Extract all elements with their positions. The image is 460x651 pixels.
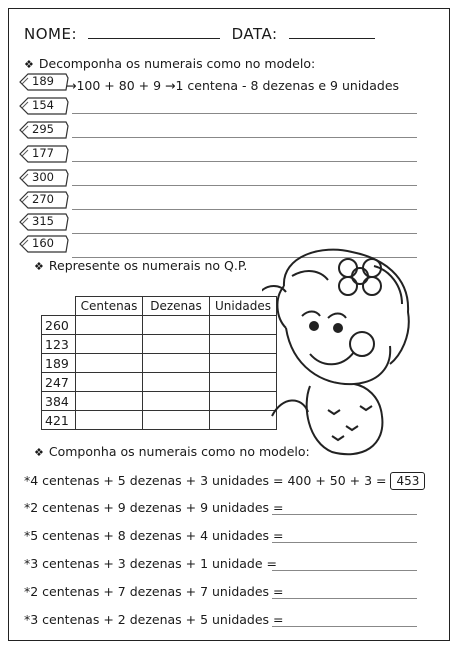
date-field[interactable] (289, 24, 375, 39)
section1-title-text: Decomponha os numerais como no modelo: (38, 56, 316, 71)
answer-line-compose-6[interactable] (272, 626, 417, 627)
column-unidades: Unidades (210, 297, 277, 316)
section2-title (34, 258, 247, 273)
number-tag-label: 160 (32, 236, 54, 250)
table-row: 421 (42, 411, 277, 430)
compose-item-4: *3 centenas + 3 dezenas + 1 unidade = (24, 556, 277, 571)
header (24, 24, 375, 43)
compose-item-1: *4 centenas + 5 dezenas + 3 unidades = 400 + 50 + 3 = 453 (24, 472, 425, 490)
number-tag-label: 154 (32, 98, 54, 112)
section3-title (34, 444, 310, 459)
table-row: 123 (42, 335, 277, 354)
answer-line-300[interactable] (72, 185, 417, 186)
answer-line-compose-5[interactable] (272, 598, 417, 599)
number-tag-label: 189 (32, 74, 54, 88)
number-tag-189 (18, 72, 70, 92)
answer-line-compose-3[interactable] (272, 542, 417, 543)
model-decomposition: →100 + 80 + 9 →1 centena - 8 dezenas e 9 unidades (66, 78, 400, 93)
section2-title-text: Represente os numerais no Q.P. (48, 258, 248, 273)
compose-item-2: *2 centenas + 9 dezenas + 9 unidades = (24, 500, 284, 515)
diamond-bullet-icon: ❖ (34, 260, 44, 273)
section1-title (24, 56, 315, 71)
number-tag-label: 295 (32, 122, 54, 136)
table-row: 189 (42, 354, 277, 373)
number-tag-295 (18, 120, 70, 140)
answer-line-compose-4[interactable] (272, 570, 417, 571)
name-field[interactable] (88, 24, 220, 39)
diamond-bullet-icon: ❖ (24, 58, 34, 71)
answer-line-270[interactable] (72, 209, 417, 210)
compose-item-6: *3 centenas + 2 dezenas + 5 unidades = (24, 612, 284, 627)
answer-line-154[interactable] (72, 113, 417, 114)
column-dezenas: Dezenas (143, 297, 210, 316)
number-tag-label: 315 (32, 214, 54, 228)
number-tag-300 (18, 168, 70, 188)
number-tag-label: 177 (32, 146, 54, 160)
column-centenas: Centenas (76, 297, 143, 316)
compose-item-3: *5 centenas + 8 dezenas + 4 unidades = (24, 528, 284, 543)
section3-title-text: Componha os numerais como no modelo: (48, 444, 310, 459)
answer-line-177[interactable] (72, 161, 417, 162)
girl-illustration (262, 246, 422, 456)
compose-item-5: *2 centenas + 7 dezenas + 7 unidades = (24, 584, 284, 599)
number-tag-315 (18, 212, 70, 232)
table-row: 247 (42, 373, 277, 392)
number-tag-label: 270 (32, 192, 54, 206)
table-row: 260 (42, 316, 277, 335)
name-label: NOME: (24, 25, 78, 43)
answer-line-compose-2[interactable] (272, 514, 417, 515)
number-tag-154 (18, 96, 70, 116)
answer-line-315[interactable] (72, 233, 417, 234)
model-answer-box: 453 (390, 472, 425, 490)
number-tag-177 (18, 144, 70, 164)
number-tag-270 (18, 190, 70, 210)
date-label: DATA: (231, 25, 278, 43)
answer-line-295[interactable] (72, 137, 417, 138)
table-row: 384 (42, 392, 277, 411)
place-value-table (41, 296, 277, 430)
number-tag-160 (18, 234, 70, 254)
number-tag-label: 300 (32, 170, 54, 184)
diamond-bullet-icon: ❖ (34, 446, 44, 459)
